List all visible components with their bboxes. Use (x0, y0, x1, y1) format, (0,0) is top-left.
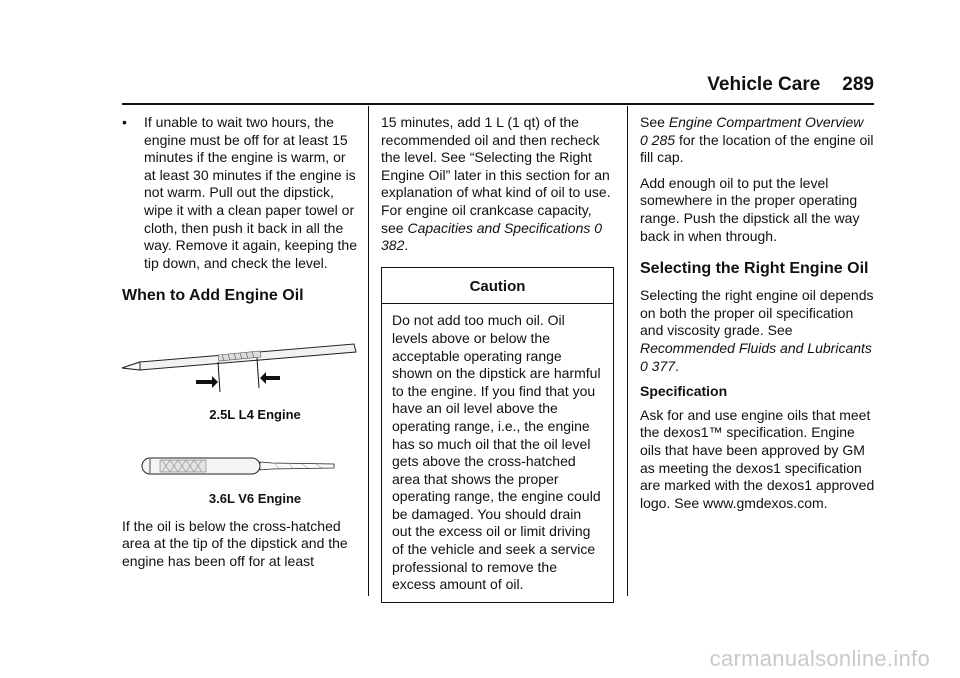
paragraph-add-oil (381, 114, 614, 255)
section-title: Vehicle Care (707, 74, 821, 95)
dipstick-l4-illustration (122, 324, 358, 402)
caution-body: Do not add too much oil. Oil levels above or below the acceptable operating range shown on the dipstick are harmful to the engine. If you find that you have an oil level above the operating range, i.e., the engine has so much oil that the oil level gets above the cross-hatched area that shows the proper operating range, the engine could be damaged. You should drain out the excess oil or limit driving of the vehicle and seek a service professional to remove the excess amount of oil. (392, 312, 601, 593)
paragraph-add-oil-text: 15 minutes, add 1 L (1 qt) of the recommended oil and then recheck the level. See “Selecting the Right Engine Oil” later in this section for an explanation of what kind of oil to use. For engine oil crankcase capacity, see (381, 114, 611, 236)
paragraph-end: . (404, 237, 409, 254)
paragraph-selecting-oil (640, 287, 875, 375)
column-3 (640, 114, 875, 520)
page-ref-285[interactable]: 0 285 (640, 131, 676, 148)
text-selecting: Selecting the right engine oil depends on both the proper oil specification and viscosity grade. See (640, 287, 874, 339)
caution-title: Caution (382, 268, 613, 305)
heading-selecting-oil: Selecting the Right Engine Oil (640, 260, 869, 278)
text-fill-cap-location: for the location of the engine oil fill cap. (640, 131, 874, 166)
link-capacities-specifications[interactable]: Capacities and Specifications (407, 219, 591, 236)
subheading-specification: Specification (640, 383, 728, 400)
paragraph-fill-cap (640, 114, 875, 167)
bullet-text: If unable to wait two hours, the engine must be off for at least 15 minutes if the engine is warm, or at least 30 minutes if the engine is not warm. Pull out the dipstick, wipe it with a clean paper towel or cloth, then push it back in all the way. Remove it again, keeping the tip down, and check the level. (144, 114, 357, 271)
dipstick-l4-drawing (122, 324, 358, 402)
link-recommended-fluids[interactable]: Recommended Fluids and Lubricants (640, 339, 872, 356)
paragraph-end-2: . (675, 357, 679, 374)
column-divider-1 (368, 106, 369, 596)
link-engine-compartment-overview[interactable]: Engine Compartment Overview (668, 114, 864, 130)
paragraph-dexos: Ask for and use engine oils that meet the dexos1™ specification. Engine oils that have been approved by GM as meeting the dexos1 specification are marked with the dexos1 approved logo. See www.gmdexos.com. (640, 406, 875, 511)
caution-box (381, 267, 614, 603)
page-ref-382[interactable]: 0 382 (381, 219, 603, 254)
header-rule (122, 103, 874, 105)
column-divider-2 (627, 106, 628, 596)
bullet-mark: • (122, 114, 127, 130)
dipstick-v6-illustration (122, 442, 358, 486)
page-ref-377[interactable]: 0 377 (640, 357, 676, 374)
page-header (707, 74, 874, 96)
column-1 (122, 114, 358, 578)
heading-when-to-add-oil: When to Add Engine Oil (122, 287, 304, 305)
paragraph-oil-below: If the oil is below the cross-hatched area at the tip of the dipstick and the engine has been off for at least (122, 517, 348, 569)
paragraph-add-enough-oil: Add enough oil to put the level somewhere in the proper operating range. Push the dipstick all the way back in when through. (640, 174, 860, 244)
bullet-item (122, 114, 358, 272)
column-2 (381, 114, 614, 603)
text-see: See (640, 114, 665, 130)
caption-v6: 3.6L V6 Engine (208, 490, 302, 506)
dipstick-v6-drawing (122, 442, 358, 486)
caption-l4: 2.5L L4 Engine (209, 407, 301, 423)
page-number: 289 (842, 74, 874, 95)
watermark: carmanualsonline.info (709, 646, 930, 671)
